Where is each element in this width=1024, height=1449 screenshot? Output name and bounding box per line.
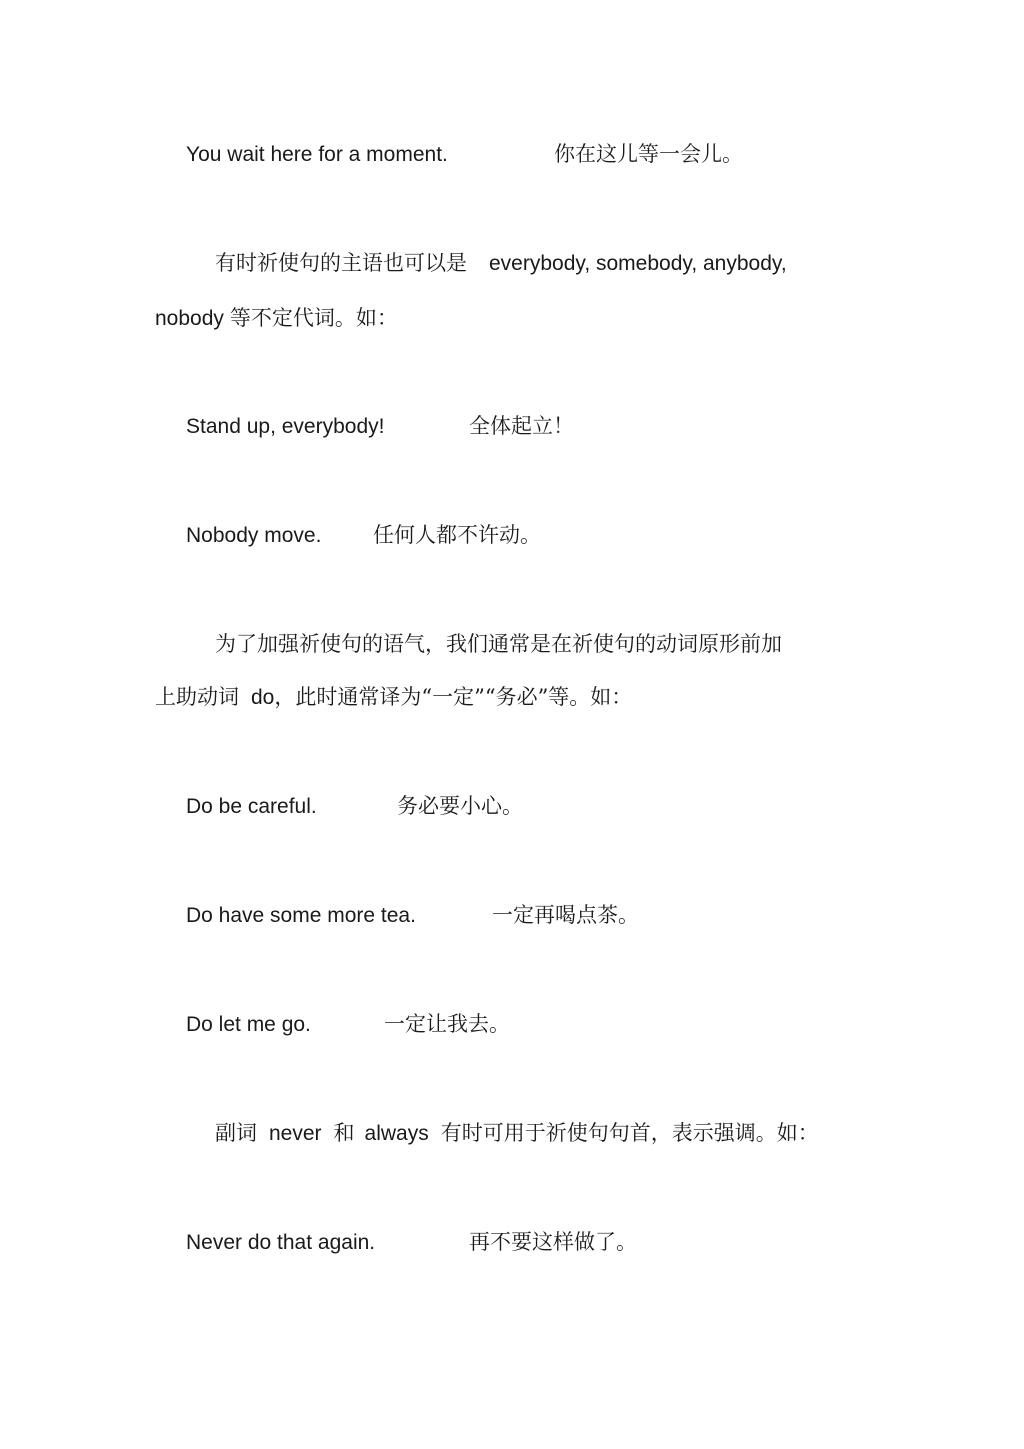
- example-en: Do be careful.: [186, 795, 317, 818]
- example-en: Never do that again.: [186, 1231, 376, 1254]
- example-letgo: [186, 1010, 806, 1039]
- example-zh: 再不要这样做了。: [469, 1230, 637, 1254]
- paragraph-subject-line-1: [215, 249, 787, 278]
- paragraph-emphasis-line-2: [155, 683, 632, 712]
- paragraph-text: 等不定代词。如：: [229, 306, 398, 330]
- example-zh: 你在这儿等一会儿。: [554, 142, 743, 166]
- paragraph-text: 上助动词: [155, 685, 239, 709]
- example-en: Do let me go.: [186, 1013, 311, 1036]
- example-en: Nobody move.: [186, 524, 322, 547]
- paragraph-text-en: everybody, somebody, anybody,: [489, 252, 787, 275]
- paragraph-emphasis-line-1: [215, 630, 782, 658]
- paragraph-text-en: always: [364, 1122, 429, 1145]
- example-zh: 一定再喝点茶。: [492, 903, 639, 927]
- paragraph-text: 副词: [215, 1121, 257, 1145]
- example-zh: 一定让我去。: [384, 1012, 510, 1036]
- example-wait: [186, 140, 806, 169]
- paragraph-text: 为了加强祈使句的语气，我们通常是在祈使句的动词原形前加: [215, 632, 782, 656]
- paragraph-text-en: do: [251, 686, 275, 709]
- example-zh: 全体起立！: [469, 414, 574, 438]
- example-nobody: [186, 521, 806, 550]
- example-careful: [186, 792, 806, 821]
- paragraph-text: ，此时通常译为“一定”“务必”等。如：: [274, 685, 633, 709]
- example-never: [186, 1228, 806, 1257]
- paragraph-text: 有时可用于祈使句句首，表示强调。如：: [440, 1121, 819, 1145]
- paragraph-adverb: [215, 1119, 819, 1148]
- example-en: Do have some more tea.: [186, 904, 416, 927]
- paragraph-text-en: nobody: [155, 307, 224, 330]
- paragraph-subject-line-2: [155, 304, 398, 333]
- example-zh: 任何人都不许动。: [373, 523, 541, 547]
- paragraph-text: 和: [333, 1121, 355, 1145]
- example-en: Stand up, everybody!: [186, 415, 385, 438]
- example-zh: 务必要小心。: [397, 794, 523, 818]
- paragraph-text-en: never: [269, 1122, 322, 1145]
- example-tea: [186, 901, 806, 930]
- example-en: You wait here for a moment.: [186, 143, 448, 166]
- paragraph-text: 有时祈使句的主语也可以是: [215, 251, 467, 275]
- example-stand: [186, 412, 806, 441]
